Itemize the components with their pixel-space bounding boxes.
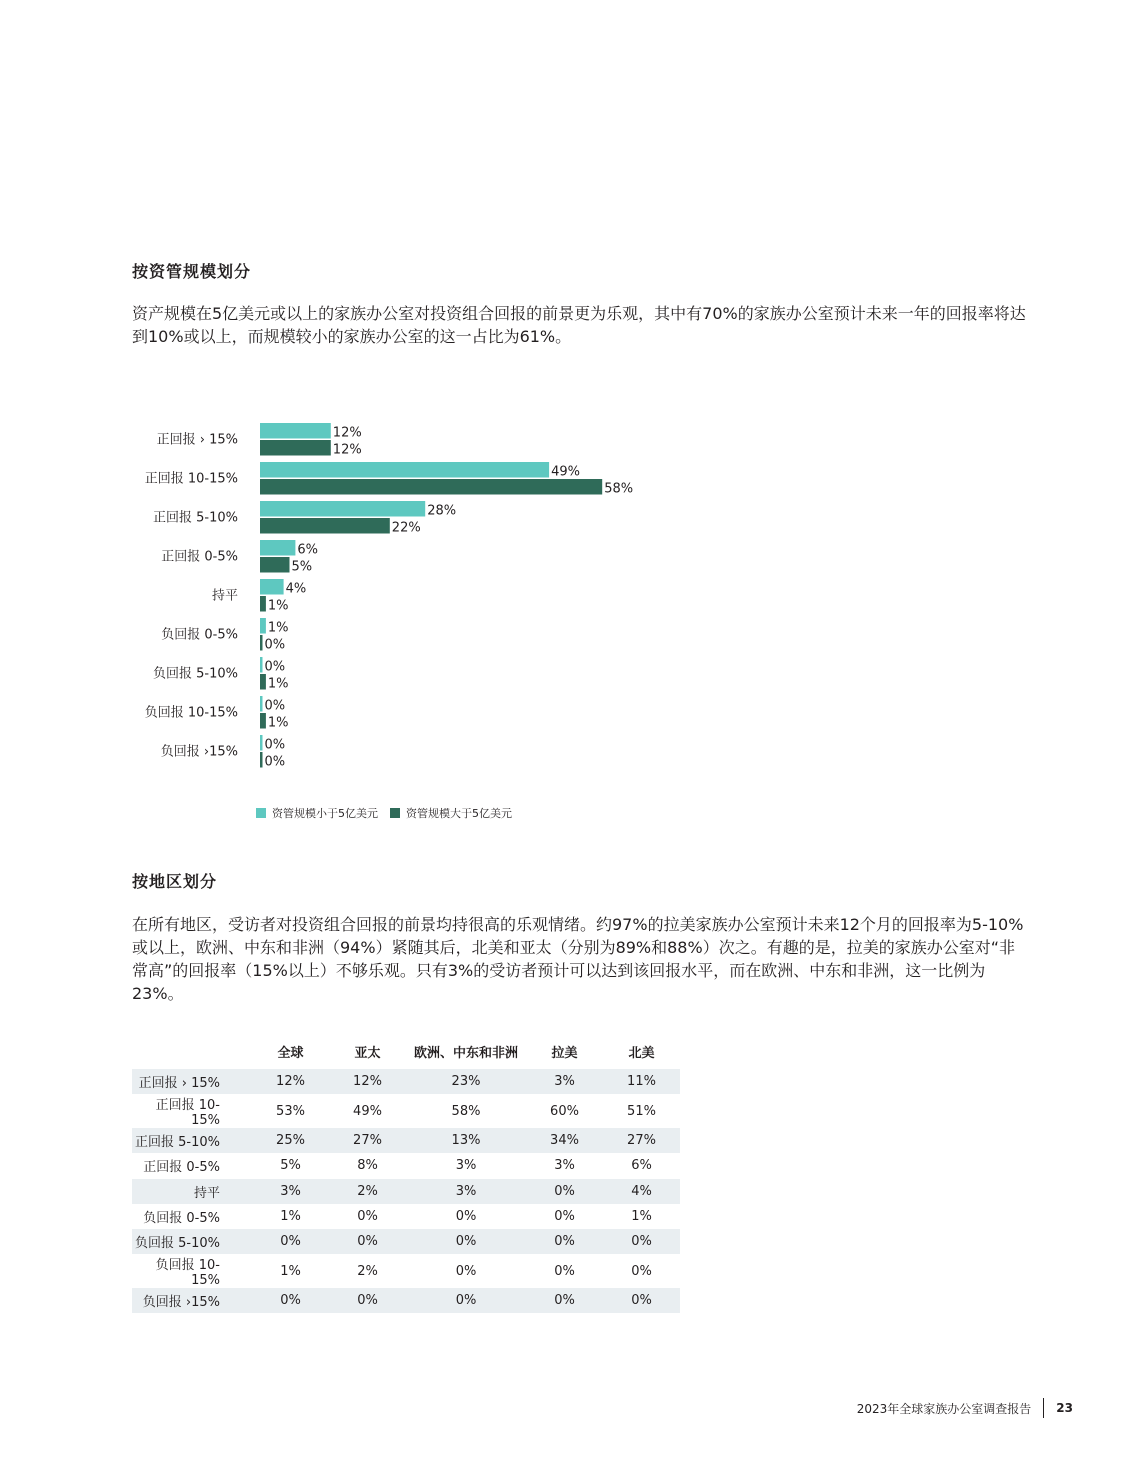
legend-label-small: 资管规模小于5亿美元 xyxy=(272,807,378,820)
bar-small-aum xyxy=(260,579,284,595)
table-cell: 0% xyxy=(526,1229,603,1254)
table-cell: 3% xyxy=(554,1158,575,1174)
table-cell: 25% xyxy=(252,1128,329,1153)
table-header-row xyxy=(132,1045,680,1069)
page-number: 23 xyxy=(1056,1401,1073,1415)
data-label: 1% xyxy=(267,715,289,731)
table-cell: 0% xyxy=(357,1208,378,1224)
data-label: 1% xyxy=(267,676,289,692)
bar-large-aum xyxy=(260,479,602,495)
bar-small-aum xyxy=(260,735,263,751)
legend-swatch-small xyxy=(256,808,266,818)
bar-large-aum xyxy=(260,518,390,534)
table-header-latam: 拉美 xyxy=(551,1046,578,1061)
page-footer xyxy=(857,1398,1073,1418)
bar-small-aum xyxy=(260,657,263,673)
category-label: 正回报 10-15% xyxy=(144,471,238,487)
data-label: 12% xyxy=(332,442,362,458)
data-label: 49% xyxy=(551,464,581,480)
table-cell: 4% xyxy=(603,1179,680,1204)
category-label: 正回报 0-5% xyxy=(161,549,238,565)
table-header-global: 全球 xyxy=(277,1046,304,1061)
table-cell: 27% xyxy=(603,1128,680,1153)
data-label: 0% xyxy=(264,754,286,770)
table-row-label: 正回报 0-5% xyxy=(143,1160,220,1176)
table-cell: 13% xyxy=(406,1128,526,1153)
paragraph-region: 在所有地区，受访者对投资组合回报的前景均持很高的乐观情绪。约97%的拉美家族办公室预计未来12个月的回报率为5-10%或以上，欧洲、中东和非洲（94%）紧随其后，北美和亚太（分别为89%和88%）次之。有趣的是，拉美的家族办公室对“非常高”的回报率（15%以上）不够乐观。只有3%的受访者预计可以达到该回报水平，而在欧洲、中东和非洲，这一比例为23%。 xyxy=(132,915,1024,1003)
table-cell: 0% xyxy=(603,1288,680,1313)
bar-large-aum xyxy=(260,557,290,573)
table-cell: 1% xyxy=(631,1208,652,1224)
category-label: 正回报 › 15% xyxy=(156,432,238,448)
bar-large-aum xyxy=(260,635,263,651)
data-label: 1% xyxy=(267,598,289,614)
table-cell: 0% xyxy=(252,1288,329,1313)
legend-label-large: 资管规模大于5亿美元 xyxy=(406,807,512,820)
table-row-label: 正回报 5-10% xyxy=(132,1128,252,1153)
table-row xyxy=(132,1069,680,1094)
legend-item-small xyxy=(256,805,378,821)
table-cell: 0% xyxy=(252,1229,329,1254)
returns-by-aum-chart xyxy=(120,415,720,785)
bar-large-aum xyxy=(260,713,266,729)
bar-small-aum xyxy=(260,696,263,712)
table-cell: 60% xyxy=(550,1103,579,1119)
table-row xyxy=(132,1288,680,1313)
table-cell: 23% xyxy=(406,1069,526,1094)
table-row-label: 正回报 10-15% xyxy=(155,1098,220,1129)
paragraph-aum: 资产规模在5亿美元或以上的家族办公室对投资组合回报的前景更为乐观，其中有70%的家族办公室预计未来一年的回报率将达到10%或以上，而规模较小的家族办公室的这一占比为61%。 xyxy=(132,304,1026,346)
table-cell: 58% xyxy=(451,1103,481,1119)
table-cell: 53% xyxy=(276,1103,305,1119)
table-row-label: 持平 xyxy=(132,1179,252,1204)
table-row-label: 负回报 5-10% xyxy=(132,1229,252,1254)
data-label: 4% xyxy=(285,581,307,597)
table-row xyxy=(132,1229,680,1254)
table-cell: 8% xyxy=(357,1158,378,1174)
category-label: 持平 xyxy=(211,588,238,604)
bar-small-aum xyxy=(260,423,331,439)
legend-item-large xyxy=(390,805,512,821)
table-row-label: 负回报 10-15% xyxy=(155,1258,220,1289)
section-title-aum: 按资管规模划分 xyxy=(132,262,252,281)
table-cell: 51% xyxy=(627,1103,656,1119)
bar-small-aum xyxy=(260,501,425,517)
table-cell: 12% xyxy=(252,1069,329,1094)
table-header-na: 北美 xyxy=(628,1046,655,1061)
data-label: 0% xyxy=(264,737,286,753)
table-cell: 0% xyxy=(455,1263,477,1279)
table-cell: 1% xyxy=(280,1263,301,1279)
table-cell: 11% xyxy=(603,1069,680,1094)
bar-large-aum xyxy=(260,596,266,612)
bar-large-aum xyxy=(260,674,266,690)
table-cell: 0% xyxy=(526,1179,603,1204)
category-label: 负回报 10-15% xyxy=(144,705,238,721)
category-label: 负回报 5-10% xyxy=(153,666,238,682)
section-title-region: 按地区划分 xyxy=(132,872,218,891)
data-label: 0% xyxy=(264,659,286,675)
table-cell: 0% xyxy=(554,1208,575,1224)
data-label: 5% xyxy=(291,559,313,575)
data-label: 6% xyxy=(297,542,319,558)
table-row xyxy=(132,1179,680,1204)
table-cell: 2% xyxy=(329,1179,406,1204)
data-label: 28% xyxy=(427,503,457,519)
table-cell: 0% xyxy=(406,1229,526,1254)
table-cell: 5% xyxy=(280,1158,301,1174)
table-cell: 1% xyxy=(280,1208,301,1224)
table-cell: 0% xyxy=(526,1288,603,1313)
category-label: 负回报 ›15% xyxy=(160,744,238,760)
table-row-label: 正回报 › 15% xyxy=(132,1069,252,1094)
table-cell: 0% xyxy=(631,1263,652,1279)
data-label: 58% xyxy=(604,481,634,497)
table-header-blank xyxy=(132,1045,252,1069)
category-label: 负回报 0-5% xyxy=(161,627,238,643)
table-cell: 0% xyxy=(329,1288,406,1313)
table-row xyxy=(132,1094,680,1128)
table-header-apac: 亚太 xyxy=(354,1046,381,1061)
table-cell: 0% xyxy=(455,1208,477,1224)
table-cell: 0% xyxy=(406,1288,526,1313)
data-label: 0% xyxy=(264,698,286,714)
table-cell: 3% xyxy=(252,1179,329,1204)
table-row xyxy=(132,1254,680,1288)
chart-legend xyxy=(256,805,524,821)
table-cell: 27% xyxy=(329,1128,406,1153)
table-cell: 0% xyxy=(603,1229,680,1254)
table-cell: 3% xyxy=(406,1179,526,1204)
legend-swatch-large xyxy=(390,808,400,818)
table-row xyxy=(132,1204,680,1229)
bar-small-aum xyxy=(260,462,549,478)
table-cell: 2% xyxy=(357,1263,378,1279)
bar-large-aum xyxy=(260,752,263,768)
table-cell: 12% xyxy=(329,1069,406,1094)
table-cell: 3% xyxy=(526,1069,603,1094)
data-label: 12% xyxy=(332,425,362,441)
table-cell: 0% xyxy=(554,1263,575,1279)
bar-small-aum xyxy=(260,618,266,634)
footer-report-title: 2023年全球家族办公室调查报告 xyxy=(856,1401,1032,1416)
table-cell: 49% xyxy=(353,1103,382,1119)
footer-divider xyxy=(1043,1398,1044,1418)
data-label: 1% xyxy=(267,620,289,636)
table-cell: 6% xyxy=(631,1158,652,1174)
data-label: 0% xyxy=(264,637,286,653)
returns-by-region-table xyxy=(132,1045,680,1313)
table-cell: 34% xyxy=(526,1128,603,1153)
table-cell: 3% xyxy=(455,1158,477,1174)
table-cell: 0% xyxy=(329,1229,406,1254)
bar-large-aum xyxy=(260,440,331,456)
table-row xyxy=(132,1128,680,1153)
table-header-emea: 欧洲、中东和非洲 xyxy=(413,1046,518,1061)
table-row-label: 负回报 ›15% xyxy=(132,1288,252,1313)
data-label: 22% xyxy=(391,520,421,536)
category-label: 正回报 5-10% xyxy=(153,510,238,526)
table-row-label: 负回报 0-5% xyxy=(143,1210,220,1226)
bar-small-aum xyxy=(260,540,295,556)
table-row xyxy=(132,1153,680,1178)
